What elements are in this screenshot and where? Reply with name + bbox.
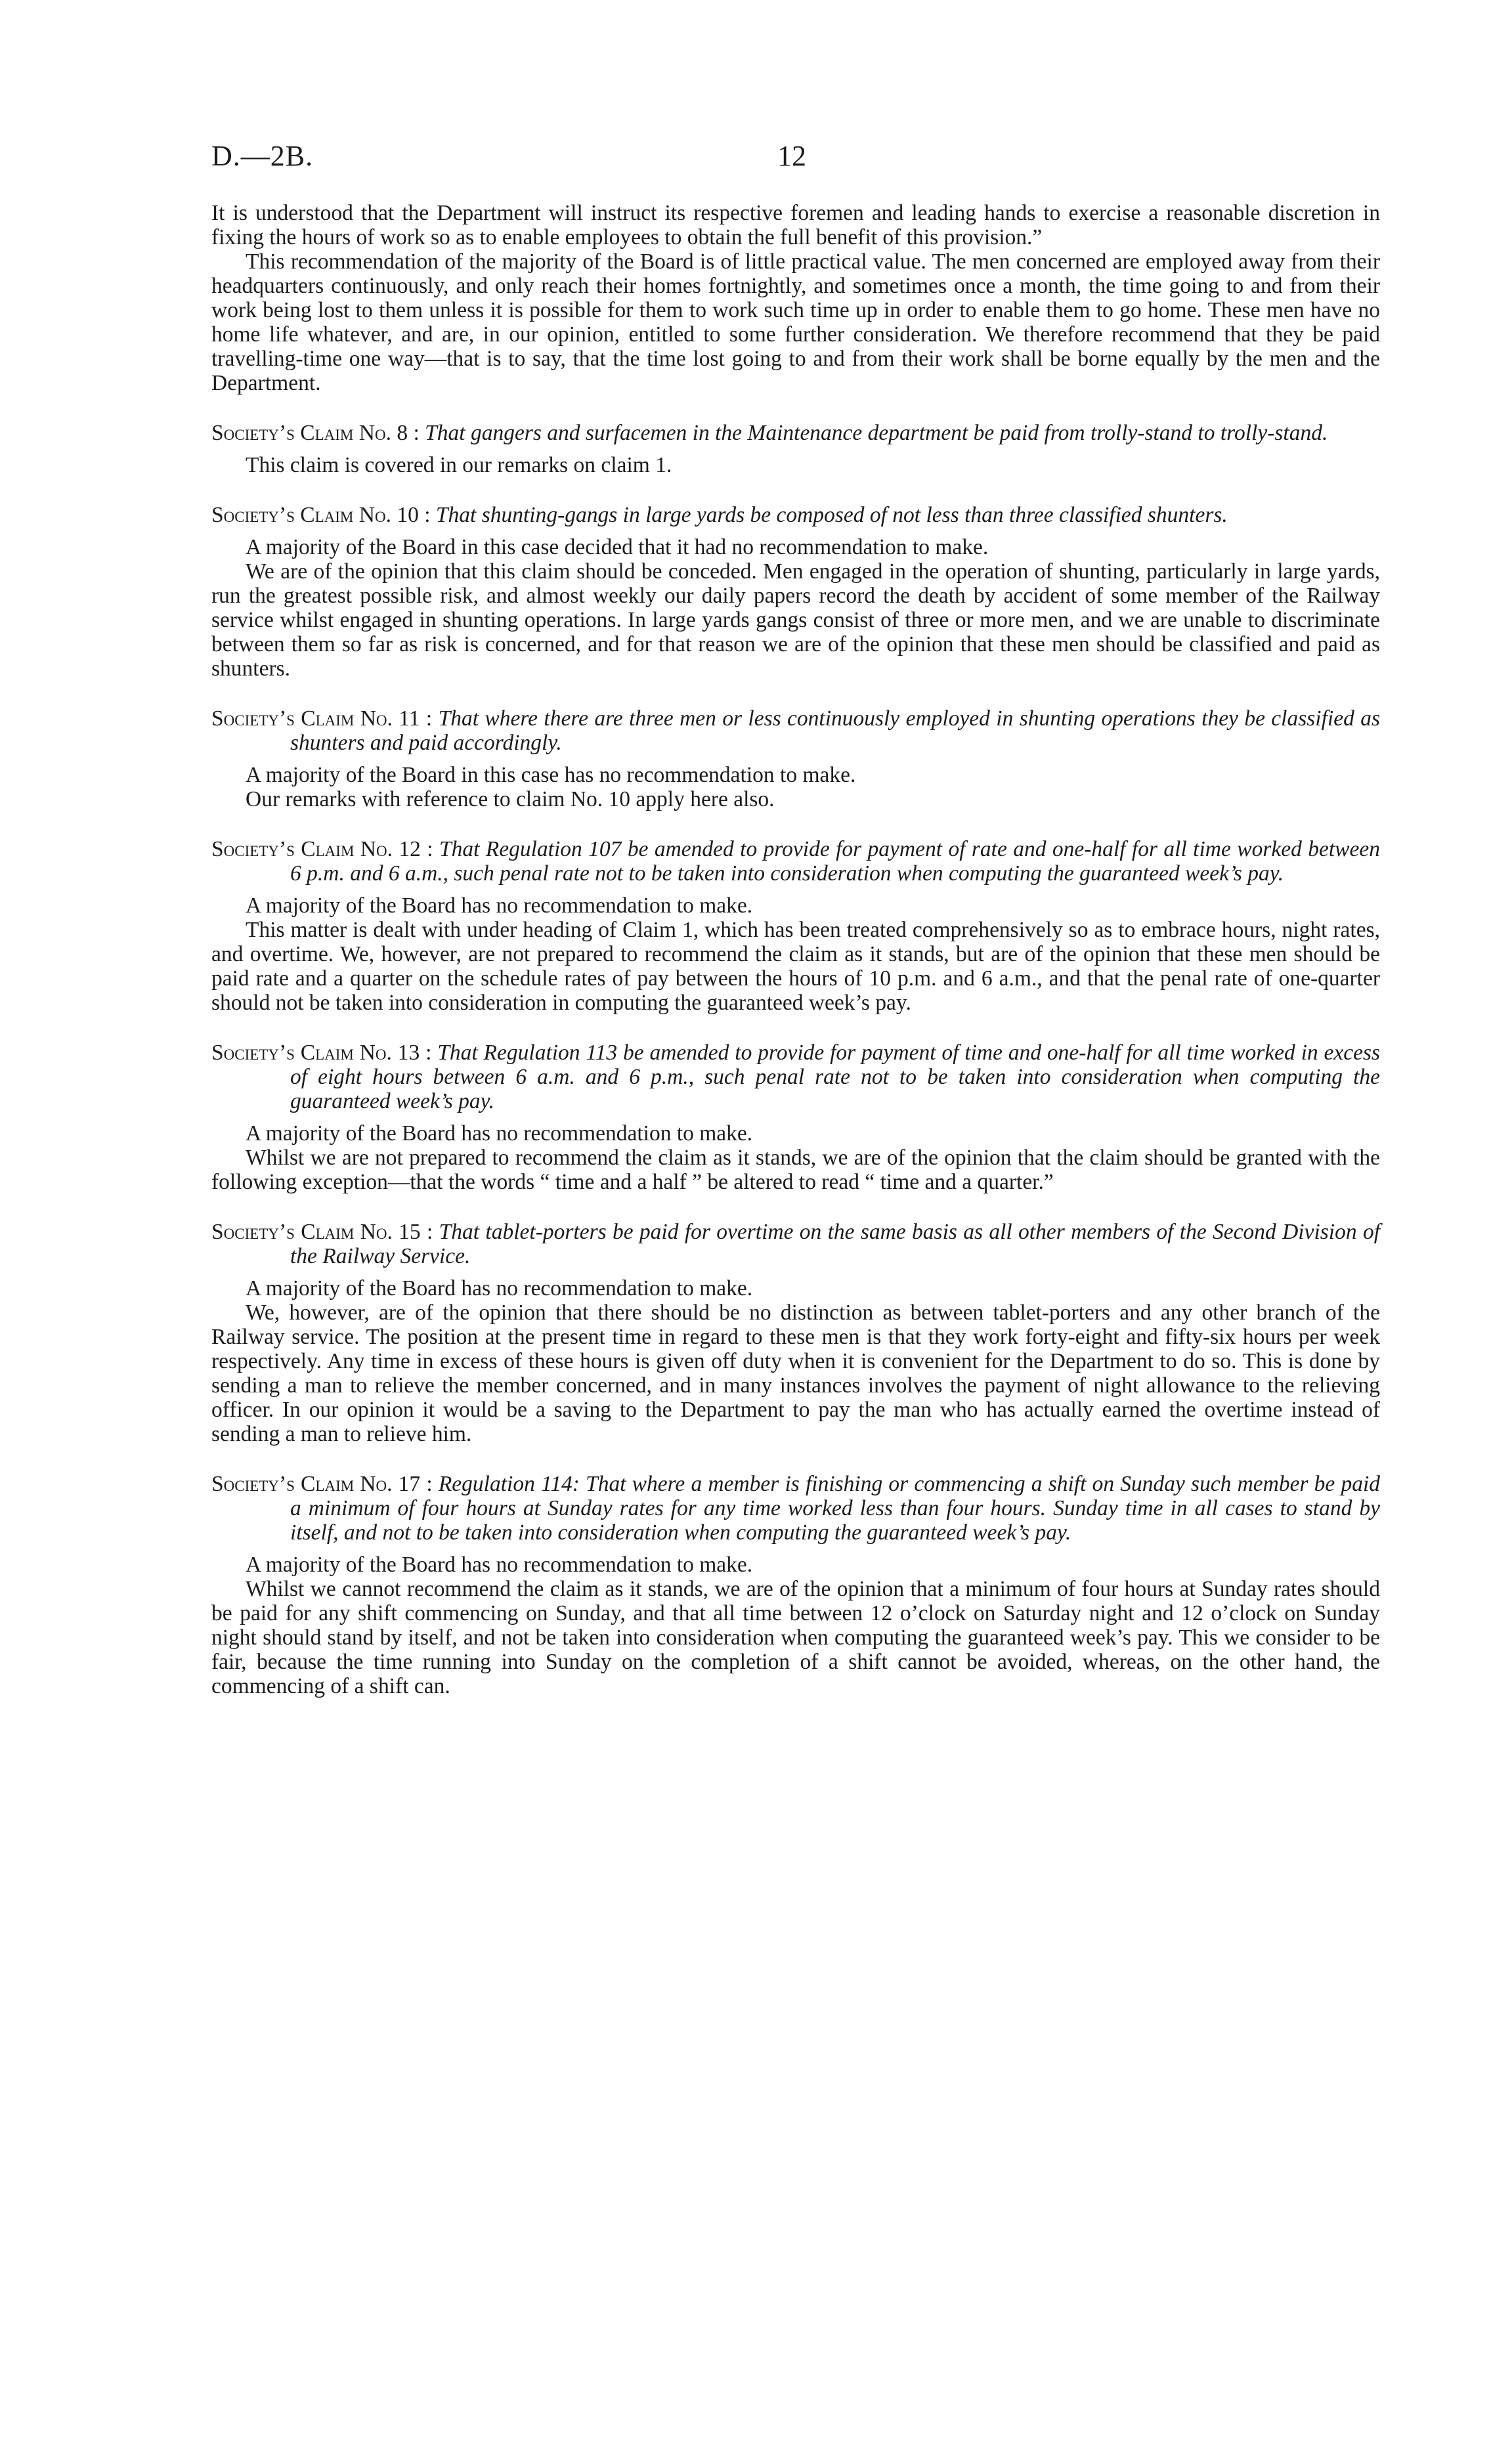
claim-text: That shunting-gangs in large yards be composed of not less than three classified shunters. xyxy=(435,503,1228,527)
claim-label: Society’s Claim No. 10 xyxy=(211,503,419,527)
claim-paragraph: We are of the opinion that this claim should be conceded. Men engaged in the operation of shunting, particularly in large yards, run the greatest possible risk, and almost weekly our daily papers record the death by accident of some member of the Railway service whilst engaged in shunting operations. In large yards gangs consist of three or more men, and we are unable to discriminate between them so far as risk is concerned, and for that reason we are of the opinion that these men should be classified and paid as shunters. xyxy=(211,559,1380,681)
intro-paragraph: It is understood that the Department will instruct its respective foremen and leading hands to exercise a reasonable discretion in fixing the hours of work so as to enable employees to obtain the full benefit of this provision.” xyxy=(211,201,1380,249)
claim-label: Society’s Claim No. 8 xyxy=(211,421,408,445)
claim-heading-12: Society’s Claim No. 12 : That Regulation 107 be amended to provide for payment of rate and one-half for all time worked between 6 p.m. and 6 a.m., such penal rate not to be taken into consideration when computing the guaranteed week’s pay. xyxy=(211,837,1380,886)
claim-paragraph: A majority of the Board in this case has no recommendation to make. xyxy=(246,763,856,787)
claim-paragraph: A majority of the Board has no recommendation to make. xyxy=(246,893,753,918)
claim-text: That tablet-porters be paid for overtime on the same basis as all other members of the Second Division of the Railway Service. xyxy=(290,1220,1380,1268)
claim-paragraph: Whilst we are not prepared to recommend the claim as it stands, we are of the opinion that the claim should be granted with the following exception—that the words “ time and a half ” be altered to read “ time and a quarter.” xyxy=(211,1146,1380,1194)
claim-paragraph: Our remarks with reference to claim No. 10 apply here also. xyxy=(246,787,775,811)
claim-label: Society’s Claim No. 15 xyxy=(211,1220,421,1244)
page-header xyxy=(211,139,1380,179)
claim-paragraph: We, however, are of the opinion that there should be no distinction as between tablet-porters and any other branch of the Railway service. The position at the present time in regard to these men is that they work forty-eight and fifty-six hours per week respectively. Any time in excess of these hours is given off duty when it is convenient for the Department to do so. This is done by sending a man to relieve the member concerned, and in many instances involves the payment of night allowance to the relieving officer. In our opinion it would be a saving to the Department to pay the man who has actually earned the overtime instead of sending a man to relieve him. xyxy=(211,1300,1380,1446)
document-reference: D.—2B. xyxy=(211,140,314,172)
claim-heading-8: Society’s Claim No. 8 : That gangers and surfacemen in the Maintenance department be paid from trolly-stand to trolly-stand. xyxy=(211,421,1328,445)
claim-heading-17: Society’s Claim No. 17 : Regulation 114: That where a member is finishing or commencing a shift on Sunday such member be paid a minimum of four hours at Sunday rates for any time worked less than four hours. Sunday time in all cases to stand by itself, and not to be taken into consideration when computing the guaranteed week’s pay. xyxy=(211,1472,1381,1545)
claim-paragraph: A majority of the Board has no recommendation to make. xyxy=(246,1553,753,1577)
claim-paragraph: A majority of the Board in this case decided that it had no recommendation to make. xyxy=(246,535,989,559)
claim-paragraph: This claim is covered in our remarks on claim 1. xyxy=(246,453,672,477)
claim-label: Society’s Claim No. 12 xyxy=(211,837,421,861)
claim-label: Society’s Claim No. 17 xyxy=(211,1472,421,1496)
claim-heading-10: Society’s Claim No. 10 : That shunting-gangs in large yards be composed of not less than three classified shunters. xyxy=(211,503,1228,527)
commentary-paragraph: This recommendation of the majority of the Board is of little practical value. The men concerned are employed away from their headquarters continuously, and only reach their homes fortnightly, and sometimes once a month, the time going to and from their work being lost to them unless it is possible for them to work such time up in order to enable them to go home. These men have no home life whatever, and are, in our opinion, entitled to some further consideration. We therefore recommend that they be paid travelling-time one way—that is to say, that the time lost going to and from their work shall be borne equally by the men and the Department. xyxy=(211,249,1380,395)
claim-text: That where there are three men or less continuously employed in shunting operations they be classified as shunters and paid accordingly. xyxy=(290,706,1380,755)
claim-paragraph: This matter is dealt with under heading of Claim 1, which has been treated comprehensively so as to embrace hours, night rates, and overtime. We, however, are not prepared to recommend the claim as it stands, but are of the opinion that these men should be paid rate and a quarter on the schedule rates of pay between the hours of 10 p.m. and 6 a.m., and that the penal rate of one-quarter should not be taken into consideration in computing the guaranteed week’s pay. xyxy=(211,918,1380,1015)
claim-label: Society’s Claim No. 13 xyxy=(211,1041,420,1065)
claim-paragraph: Whilst we cannot recommend the claim as it stands, we are of the opinion that a minimum of four hours at Sunday rates should be paid for any shift commencing on Sunday, and that all time between 12 o’clock on Saturday night and 12 o’clock on Sunday night should stand by itself, and not be taken into consideration when computing the guaranteed week’s pay. This we consider to be fair, because the time running into Sunday on the completion of a shift cannot be avoided, whereas, on the other hand, the commencing of a shift can. xyxy=(211,1577,1380,1698)
claim-text: That Regulation 113 be amended to provide for payment of time and one-half for all time worked in excess of eight hours between 6 a.m. and 6 p.m., such penal rate not to be taken into consideration when computing the guaranteed week’s pay. xyxy=(290,1041,1381,1113)
claim-paragraph: A majority of the Board has no recommendation to make. xyxy=(246,1121,753,1146)
claim-text: Regulation 114: That where a member is finishing or commencing a shift on Sunday such member be paid a minimum of four hours at Sunday rates for any time worked less than four hours. Sunday time in all cases to stand by itself, and not to be taken into consideration when computing the guaranteed week’s pay. xyxy=(290,1472,1381,1545)
claim-text: That gangers and surfacemen in the Maintenance department be paid from trolly-stand to trolly-stand. xyxy=(425,421,1328,445)
page-number: 12 xyxy=(777,140,806,172)
claim-heading-13: Society’s Claim No. 13 : That Regulation 113 be amended to provide for payment of time and one-half for all time worked in excess of eight hours between 6 a.m. and 6 p.m., such penal rate not to be taken into consideration when computing the guaranteed week’s pay. xyxy=(211,1041,1381,1113)
claim-label: Society’s Claim No. 11 xyxy=(211,706,420,731)
document-body xyxy=(211,201,1380,1698)
claim-heading-15: Society’s Claim No. 15 : That tablet-porters be paid for overtime on the same basis as all other members of the Second Division of the Railway Service. xyxy=(211,1220,1380,1268)
claim-heading-11: Society’s Claim No. 11 : That where there are three men or less continuously employed in shunting operations they be classified as shunters and paid accordingly. xyxy=(211,706,1380,755)
claim-text: That Regulation 107 be amended to provide for payment of rate and one-half for all time worked between 6 p.m. and 6 a.m., such penal rate not to be taken into consideration when computing the guaranteed week’s pay. xyxy=(290,837,1380,886)
claim-paragraph: A majority of the Board has no recommendation to make. xyxy=(246,1276,753,1300)
